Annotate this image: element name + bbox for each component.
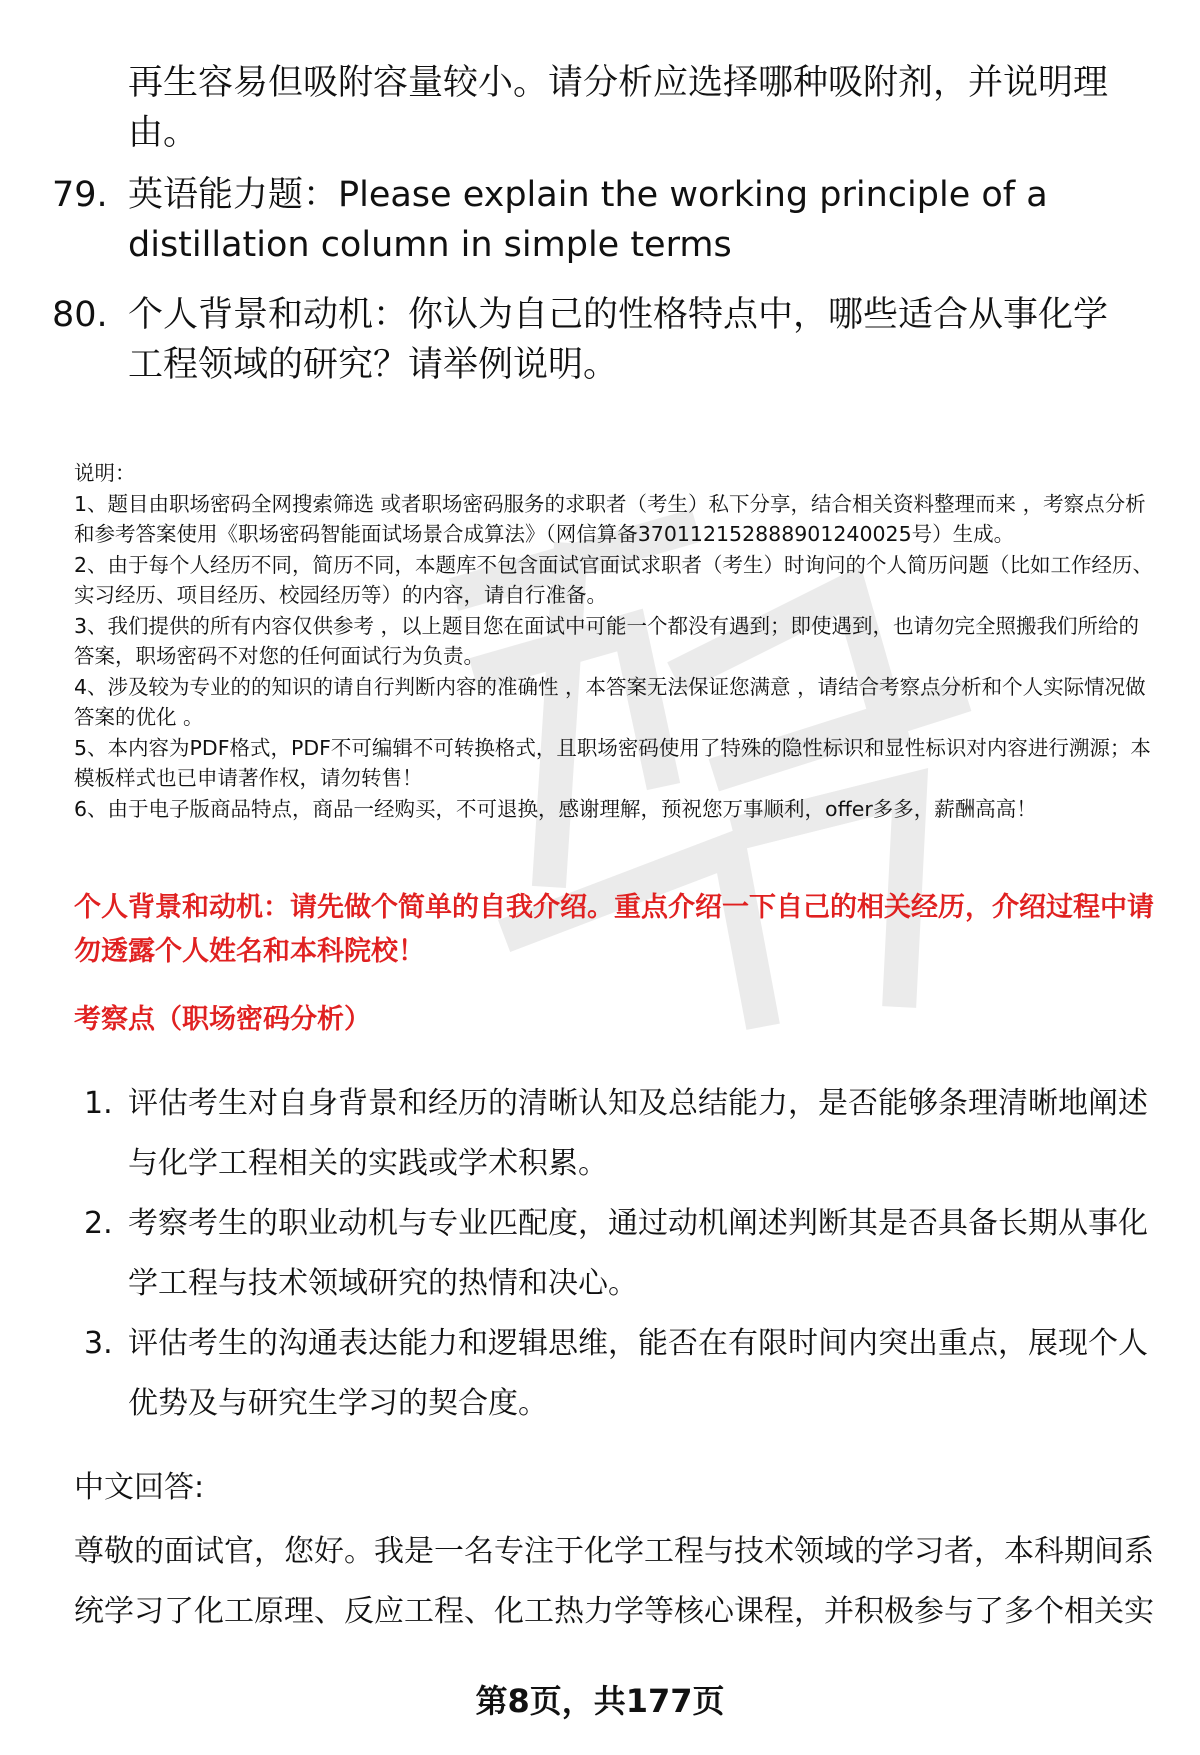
question-78-continuation: 再生容易但吸附容量较小。请分析应选择哪种吸附剂，并说明理由。 xyxy=(128,63,1109,153)
question-number: 79. xyxy=(52,175,108,215)
point-number: 1. xyxy=(84,1086,113,1121)
question-text: 英语能力题：Please explain the working principle of a distillation column in simple terms xyxy=(128,175,1048,265)
point-number: 2. xyxy=(84,1206,113,1241)
question-number: 80. xyxy=(52,295,108,335)
analysis-list xyxy=(84,1074,1164,1434)
note-item: 6、由于电子版商品特点，商品一经购买，不可退换，感谢理解，预祝您万事顺利，offer多多，薪酬高高！ xyxy=(74,796,1037,821)
analysis-point xyxy=(84,1074,1164,1194)
point-number: 3. xyxy=(84,1326,113,1361)
analysis-heading: 考察点（职场密码分析） xyxy=(74,1004,371,1035)
note-item: 2、由于每个人经历不同，简历不同，本题库不包含面试官面试求职者（考生）时询问的个人简历问题（比如工作经历、实习经历、项目经历、校园经历等）的内容，请自行准备。 xyxy=(74,552,1154,607)
page-footer: 第8页，共177页 xyxy=(475,1682,725,1720)
analysis-point xyxy=(84,1314,1164,1434)
note-item: 4、涉及较为专业的的知识的请自行判断内容的准确性 ，本答案无法保证您满意 ，请结合考察点分析和个人实际情况做答案的优化 。 xyxy=(74,674,1146,729)
point-text: 评估考生的沟通表达能力和逻辑思维，能否在有限时间内突出重点，展现个人优势及与研究生学习的契合度。 xyxy=(128,1326,1148,1421)
notes-heading: 说明： xyxy=(74,461,136,485)
question-text: 个人背景和动机：你认为自己的性格特点中，哪些适合从事化学工程领域的研究？请举例说明。 xyxy=(128,295,1109,385)
note-item: 5、本内容为PDF格式，PDF不可编辑不可转换格式，且职场密码使用了特殊的隐性标识和显性标识对内容进行溯源；本模板样式也已申请著作权，请勿转售！ xyxy=(74,735,1151,790)
note-item: 1、题目由职场密码全网搜索筛选 或者职场密码服务的求职者（考生）私下分享，结合相关资料整理而来 ，考察点分析和参考答案使用《职场密码智能面试场景合成算法》（网信算备370112152888901240025号）生成。 xyxy=(74,491,1146,546)
answer-label: 中文回答: xyxy=(74,1470,205,1505)
analysis-point xyxy=(84,1194,1164,1314)
notes-section xyxy=(74,458,1154,824)
current-question-heading: 个人背景和动机：请先做个简单的自我介绍。重点介绍一下自己的相关经历，介绍过程中请勿透露个人姓名和本科院校！ xyxy=(74,892,1154,967)
point-text: 考察考生的职业动机与专业匹配度，通过动机阐述判断其是否具备长期从事化学工程与技术领域研究的热情和决心。 xyxy=(128,1206,1148,1301)
note-item: 3、我们提供的所有内容仅供参考 ，以上题目您在面试中可能一个都没有遇到；即使遇到，也请勿完全照搬我们所给的答案，职场密码不对您的任何面试行为负责。 xyxy=(74,613,1140,668)
point-text: 评估考生对自身背景和经历的清晰认知及总结能力，是否能够条理清晰地阐述与化学工程相关的实践或学术积累。 xyxy=(128,1086,1148,1181)
answer-text: 尊敬的面试官，您好。我是一名专注于化学工程与技术领域的学习者，本科期间系统学习了化工原理、反应工程、化工热力学等核心课程，并积极参与了多个相关实 xyxy=(74,1534,1154,1629)
